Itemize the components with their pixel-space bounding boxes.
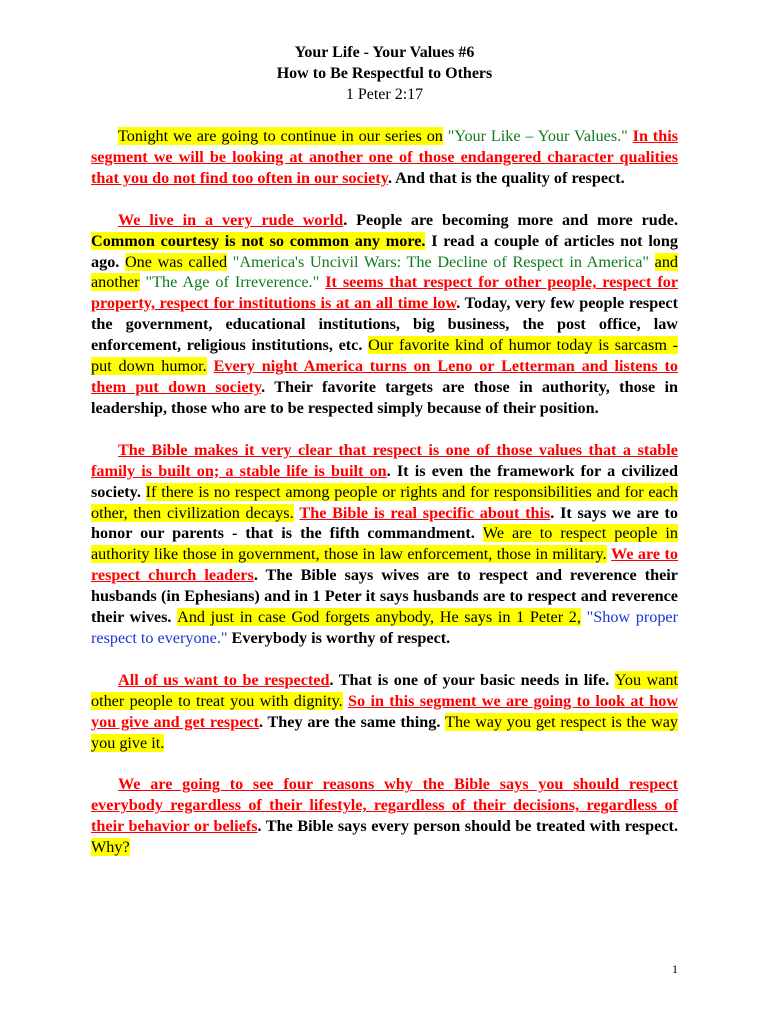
text-run: Why? (91, 838, 130, 857)
paragraph (91, 774, 678, 858)
text-run: All of us want to be respected (118, 670, 330, 689)
text-run: and another (91, 252, 679, 292)
text-run: . That is one of your basic needs in life. (329, 670, 615, 689)
document-body (91, 126, 678, 858)
text-run: "Show proper respect to everyone." (91, 608, 679, 647)
page-number: 1 (672, 962, 678, 976)
text-run: You want other people to treat you with dignity. (91, 670, 678, 710)
text-run (649, 253, 655, 271)
text-run: . Today, very few people respect the government, educational institutions, big business, the post office, law enforcement, religious institutions, etc. (91, 294, 678, 355)
text-run: . Their favorite targets are those in authority, those in leadership, those who are to be respected simply because of their position. (91, 377, 678, 417)
paragraph (91, 440, 678, 649)
text-run: Every night America turns on Leno or Letterman and listens to them put down society (91, 357, 679, 396)
text-run: The Bible is real specific about this (299, 503, 551, 522)
text-run: We are to respect church leaders (91, 545, 679, 585)
text-run: . It is even the framework for a civilized society. (91, 461, 678, 501)
text-run: . They are the same thing. (258, 712, 446, 731)
text-run: Everybody is worthy of respect. (227, 628, 451, 647)
text-run: If there is no respect among people or rights and for responsibilities and for each other, then civilization decays. (91, 482, 678, 522)
paragraph (91, 210, 678, 419)
text-run: . It says we are to honor our parents - that is the fifth commandment. (91, 503, 679, 543)
paragraph (91, 126, 678, 189)
text-run: We are going to see four reasons why the Bible says you should respect everybody regardless of their lifestyle, regardless of their decisions, regardless of their behavior or beliefs (91, 775, 678, 836)
text-run: In this segment we will be looking at another one of those endangered character qualities that you do not find too often in our society (91, 127, 678, 187)
text-run: It seems that respect for other people, respect for property, respect for institutions is at an all time low (91, 273, 679, 313)
text-run: Tonight we are going to continue in our series on (118, 127, 443, 145)
document-page (91, 42, 678, 858)
series-title: Your Life - Your Values #6 (294, 44, 475, 61)
text-run (207, 357, 214, 375)
text-run: "Your Like – Your Values." (447, 127, 628, 145)
sermon-title: How to Be Respectful to Others (276, 65, 493, 82)
text-run: So in this segment we are going to look at how you give and get respect (91, 691, 679, 731)
text-run: We are to respect people in authority like those in government, those in law enforcement, those in military. (91, 524, 679, 564)
text-run: One was called (124, 252, 228, 271)
paragraph (91, 670, 678, 754)
text-run: . The Bible says wives are to respect and reverence their husbands (in Ephesians) and in 1 Peter it says husbands are to respect and reverence their wives. (91, 566, 678, 627)
text-run: "America's Uncivil Wars: The Decline of Respect in America" (232, 252, 649, 271)
text-run: I read a couple of articles not long ago. (91, 231, 679, 271)
scripture-reference: 1 Peter 2:17 (345, 86, 424, 103)
text-run: . And that is the quality of respect. (387, 168, 625, 187)
text-run: Common courtesy is not so common any more. (91, 231, 426, 250)
text-run: Our favorite kind of humor today is sarcasm - put down humor. (91, 336, 678, 376)
document-header (91, 42, 678, 105)
text-run: The way you get respect is the way you give it. (91, 712, 678, 752)
text-run: . People are becoming more and more rude. (343, 210, 678, 229)
text-run: We live in a very rude world (118, 210, 344, 229)
text-run: . The Bible says every person should be treated with respect. (257, 817, 678, 836)
text-run: "The Age of Irreverence." (145, 273, 320, 292)
text-run: And just in case God forgets anybody, He says in 1 Peter 2, (177, 608, 581, 627)
text-run: The Bible makes it very clear that respect is one of those values that a stable family is built on; a stable life is built on (91, 440, 678, 480)
